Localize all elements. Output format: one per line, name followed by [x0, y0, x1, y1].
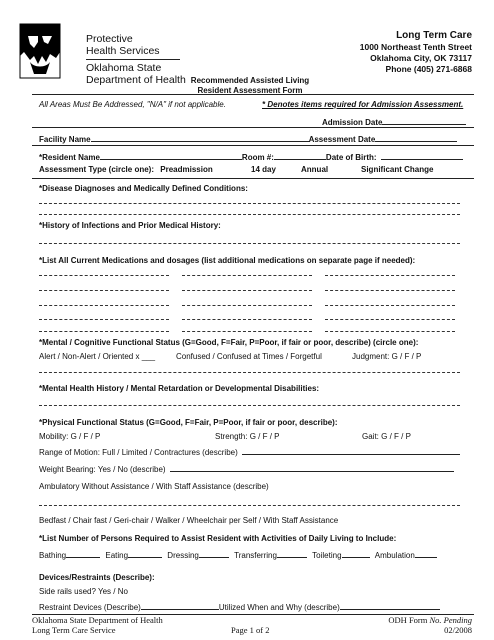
ambulatory-label: Ambulatory Without Assistance / With Staff Assistance (describe) [39, 482, 269, 491]
footer-left [32, 615, 163, 635]
weight-bearing-row [39, 463, 454, 475]
adl-toileting: Toileting [312, 551, 342, 560]
adl-heading: *List Number of Persons Required to Assist Resident with Activities of Daily Living to Include: [39, 534, 397, 543]
side-rails-option[interactable]: Side rails used? Yes / No [39, 587, 128, 596]
range-of-motion-label: Range of Motion: Full / Limited / Contractures (describe) [39, 448, 238, 457]
room-field[interactable] [274, 151, 326, 160]
diagnoses-line[interactable] [39, 203, 460, 204]
mental-line[interactable] [39, 372, 460, 373]
restraint-field[interactable] [141, 601, 219, 610]
address-line2: Oklahoma City, OK 73117 [370, 53, 472, 63]
org-line: Protective [86, 33, 133, 45]
adl-bathing-field[interactable] [66, 549, 100, 558]
facility-row [39, 133, 457, 145]
adl-transferring: Transferring [234, 551, 277, 560]
form-number-prefix: ODH Form [388, 615, 428, 625]
header-rule [32, 94, 474, 95]
org-line: Oklahoma State [86, 62, 162, 74]
page-number: Page 1 of 2 [231, 625, 270, 635]
diagnoses-heading: *Disease Diagnoses and Medically Defined Conditions: [39, 184, 248, 193]
form-title-line1: Recommended Assisted Living [190, 76, 310, 85]
medication-line[interactable] [325, 305, 455, 306]
room-label: Room #: [241, 153, 274, 162]
medication-line[interactable] [39, 305, 169, 306]
assessment-type-row [39, 165, 469, 175]
facility-name-label: Facility Name [39, 135, 91, 144]
assessment-date-field[interactable] [375, 133, 457, 142]
option-preadmission[interactable]: Preadmission [160, 165, 213, 174]
range-of-motion-row [39, 446, 460, 458]
dob-label: Date of Birth: [325, 153, 377, 162]
form-title-line2: Resident Assessment Form [197, 86, 303, 95]
assessment-type-label [39, 165, 154, 174]
confused-option[interactable]: Confused / Confused at Times / Forgetful [176, 352, 322, 361]
org-divider [86, 59, 180, 60]
medications-heading: *List All Current Medications and dosages (list additional medications on separate page if needed): [39, 256, 416, 265]
phone: Phone (405) 271-6868 [385, 64, 472, 74]
dob-field[interactable] [381, 151, 463, 160]
ambulatory-line[interactable] [39, 505, 460, 506]
footer-right [388, 615, 472, 635]
address-line1: 1000 Northeast Tenth Street [359, 42, 472, 52]
bedfast-option[interactable]: Bedfast / Chair fast / Geri-chair / Walker / Wheelchair per Self / With Staff Assistance [39, 516, 339, 525]
mental-heading: *Mental / Cognitive Functional Status (G=Good, F=Fair, P=Poor, if fair or poor, describe) (circle one): [39, 338, 419, 347]
adl-toileting-field[interactable] [342, 549, 370, 558]
medication-line[interactable] [182, 290, 312, 291]
form-date: 02/2008 [444, 625, 472, 635]
utilized-label: Utilized When and Why (describe) [218, 603, 340, 612]
adl-transferring-field[interactable] [277, 549, 307, 558]
assessment-type-text: Assessment Type (circle one): [39, 165, 155, 174]
footer-agency: Oklahoma State Department of Health [32, 615, 163, 625]
oklahoma-state-icon [16, 22, 70, 80]
org-line: Department of Health [86, 74, 186, 86]
physical-heading: *Physical Functional Status (G=Good, F=Fair, P=Poor, if fair or poor, describe): [39, 418, 338, 427]
assessment-date-label: Assessment Date [308, 135, 376, 144]
judgment-option[interactable]: Judgment: G / F / P [352, 352, 422, 361]
org-line: Health Services [86, 45, 160, 57]
contact-block [360, 30, 472, 75]
mobility-option[interactable]: Mobility: G / F / P [39, 432, 101, 441]
resident-row [39, 151, 463, 163]
adl-ambulation-field[interactable] [415, 549, 437, 558]
rule [32, 178, 474, 179]
form-number [388, 615, 472, 625]
form-number-value: No. Pending [429, 615, 472, 625]
adl-ambulation: Ambulation [374, 551, 415, 560]
medication-line[interactable] [39, 290, 169, 291]
required-note: * Denotes items required for Admission Assessment. [262, 100, 464, 109]
alert-option[interactable]: Alert / Non-Alert / Oriented x ___ [39, 352, 156, 361]
restraint-row [39, 601, 440, 613]
adl-eating-field[interactable] [128, 549, 162, 558]
resident-name-label: *Resident Name [39, 153, 100, 162]
facility-name-field[interactable] [91, 133, 309, 142]
adl-row [39, 549, 437, 561]
adl-eating: Eating [105, 551, 129, 560]
medication-line[interactable] [182, 319, 312, 320]
rule [32, 127, 474, 128]
org-block [86, 33, 186, 86]
medication-line[interactable] [182, 305, 312, 306]
mental-health-line[interactable] [39, 405, 460, 406]
medication-line[interactable] [325, 275, 455, 276]
adl-dressing: Dressing [167, 551, 199, 560]
option-14-day[interactable]: 14 day [251, 165, 276, 174]
medication-line[interactable] [325, 319, 455, 320]
medication-line[interactable] [325, 331, 455, 332]
medication-line[interactable] [325, 290, 455, 291]
infections-heading: *History of Infections and Prior Medical History: [39, 221, 221, 230]
admission-date-text: Admission Date [322, 118, 383, 127]
option-significant-change[interactable]: Significant Change [361, 165, 434, 174]
infections-line[interactable] [39, 243, 460, 244]
utilized-field[interactable] [340, 601, 440, 610]
instructions: All Areas Must Be Addressed, "N/A" if not applicable. [39, 100, 226, 109]
restraint-label: Restraint Devices (Describe) [39, 603, 141, 612]
mental-health-heading: *Mental Health History / Mental Retardation or Developmental Disabilities: [39, 384, 320, 393]
medication-line[interactable] [39, 319, 169, 320]
dept-name: Long Term Care [396, 30, 472, 41]
adl-dressing-field[interactable] [199, 549, 229, 558]
footer-service: Long Term Care Service [32, 625, 116, 635]
admission-date-field[interactable] [382, 116, 466, 125]
adl-bathing: Bathing [39, 551, 67, 560]
weight-bearing-field[interactable] [170, 463, 454, 472]
devices-heading: Devices/Restraints (Describe): [39, 573, 155, 582]
option-annual[interactable]: Annual [301, 165, 329, 174]
gait-option[interactable]: Gait: G / F / P [362, 432, 411, 441]
range-of-motion-field[interactable] [242, 446, 460, 455]
medication-line[interactable] [39, 331, 169, 332]
osdh-logo [16, 22, 70, 80]
medication-line[interactable] [182, 331, 312, 332]
form-title [190, 76, 310, 96]
medication-line[interactable] [182, 275, 312, 276]
medication-line[interactable] [39, 275, 169, 276]
rule [32, 145, 474, 146]
strength-option[interactable]: Strength: G / F / P [215, 432, 280, 441]
resident-name-field[interactable] [100, 151, 242, 160]
weight-bearing-label: Weight Bearing: Yes / No (describe) [39, 465, 166, 474]
diagnoses-line[interactable] [39, 214, 460, 215]
